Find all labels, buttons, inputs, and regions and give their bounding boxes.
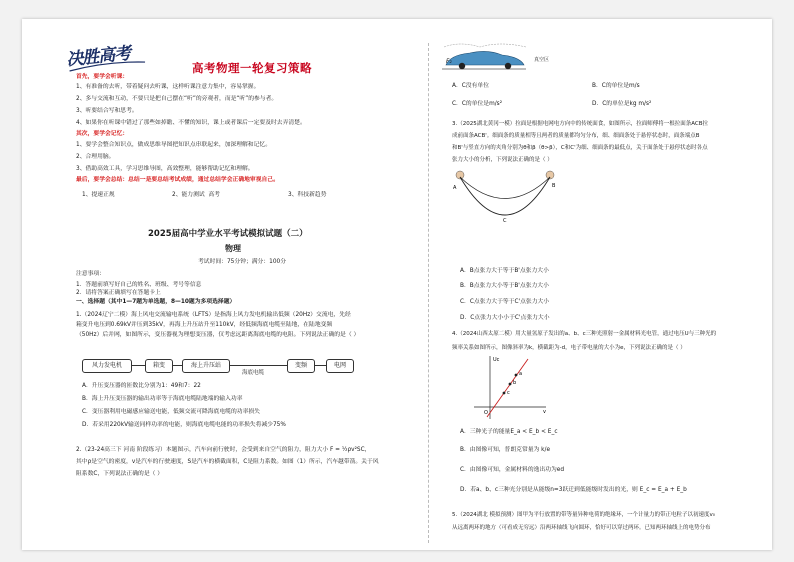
strategy-line-6: 2、合理用脑。 xyxy=(76,154,115,160)
air-flow-line xyxy=(444,44,526,47)
q3-line-d: 张力大小的分析，下列说法正确的是（ ） xyxy=(452,157,553,163)
q2-option-c: C．C的单位是m/s² xyxy=(452,101,503,107)
q1-option-b: B．海上升压变压器的输出功率等于海底电缆陆地端的输入功率 xyxy=(82,396,243,402)
heading-memory: 其次，要学会记忆： xyxy=(76,131,129,137)
flow-cable-label: 海底电缆 xyxy=(242,370,265,376)
q3-option-d: D．C点张力大小小于C'点张力大小 xyxy=(460,315,550,321)
q2-option-b: B．C的单位是m/s xyxy=(592,83,640,89)
q3-line-c: 和B'与竖直方向的夹角分别为θ和β（θ>β），C和C'为细、细面条的最低点，关于面条处于悬停状态时各点 xyxy=(452,145,708,151)
flow-box-grid: 电网 xyxy=(326,359,354,373)
note-1: 1．答题前填写好自己的姓名、班级、考号等信息 xyxy=(76,282,202,288)
q3-option-a: A．B点张力大于等于B'点张力大小 xyxy=(460,268,549,274)
q4-line-a: 4.（2024山西太原二模）用大量氢原子发出的a、b、c三种光照射一金属材料光电管，通过电压U与三种光的 xyxy=(452,331,717,337)
strategy-line-1: 1、有准备的去听，带着疑问去听课，这样听课注意力集中，容易掌握。 xyxy=(76,84,260,90)
q1-option-a: A．升压变压器的匝数比分别为1：49和7：22 xyxy=(82,383,201,389)
strategy-line-7: 3、借助高效工具，学习思维导图，高效整理，能够帮助记忆和理解。 xyxy=(76,166,254,172)
notes-heading: 注意事项： xyxy=(76,271,105,277)
graph-x-label: v xyxy=(543,409,546,415)
q2-option-a: A．C没有单位 xyxy=(452,83,489,89)
q3-option-b: B．B点张力大小等于B'点张力大小 xyxy=(460,283,549,289)
noodle-acb xyxy=(460,177,550,215)
document-page xyxy=(22,19,772,550)
flow-cable-line xyxy=(229,365,287,366)
graph-line xyxy=(487,359,528,417)
flow-offshore-station: 海上升压站 xyxy=(182,359,230,373)
car-figure xyxy=(440,43,530,77)
graph-y-label: Uc xyxy=(493,357,500,363)
flow-arrow-3 xyxy=(314,365,326,366)
flow-arrow-1 xyxy=(131,365,145,366)
point-b-label: B xyxy=(552,183,556,189)
strategy-line-3: 3、听要结合写和思考。 xyxy=(76,108,138,114)
strategy-line-5: 1、要学会整合知识点，做成思维导图把知识点串联起来，加深理解和记忆。 xyxy=(76,142,271,148)
q2-line-b: 其中ρ是空气的密度，v是汽车的行驶速度，S是汽车的横截面积，C是阻力系数。如图（1）所示，汽车越带箭。关于风 xyxy=(76,459,379,465)
graph-point-c-label: c xyxy=(507,390,510,396)
point-a-label: A xyxy=(453,185,457,191)
q2-line-a: 2.（23-24高三下 河南 阶段练习）本题图示，汽车向前行驶时，会受到来自空气的阻力，阻力大小 F = ½ρv²SC， xyxy=(76,447,371,453)
q3-line-b: 成前面条ACB'。细面条的质量相等且两者的质量都均匀分布，细、细面条处于悬停状态时，面条端点B xyxy=(452,133,700,139)
q4-option-b: B．由图像可知，普朗克常量为 k/e xyxy=(460,447,551,453)
noodle-figure xyxy=(450,165,560,235)
q4-graph xyxy=(470,353,550,423)
q2-option-d: D．C的单位是kg m/s² xyxy=(592,101,652,107)
flow-box-transformer: 箱变 xyxy=(145,359,173,373)
q2-line-c: 阻系数C，下列说法正确的是（ ） xyxy=(76,471,164,477)
graph-origin-label: O xyxy=(484,410,488,416)
car-body-icon xyxy=(446,51,524,65)
point-b-mark xyxy=(509,383,512,386)
strategy-line-2: 2、多与交流和互动，不要只是把自己摆在“听”的旁观者，而是“听”的参与者。 xyxy=(76,96,278,102)
section-1: 一、选择题（其中1—7题为单选题，8—10题为多项选择题） xyxy=(76,299,236,305)
q4-option-d: D．若a、b、c三种光分别是从能级n=3跃迁到低能级时发出的光，则 E_c = E_a + E_b xyxy=(460,487,687,493)
heading-summary: 最后，要学会总结：总结一是要总结考试成绩，通过总结学会正确地审视自己。 xyxy=(76,177,279,183)
force-label: F₂ xyxy=(446,59,452,65)
logo: 决胜高考 xyxy=(65,37,149,71)
q1-line-a: 1.（2024辽宁二模）海上风电交流输电系统（LFTS）是指海上风力发电机输出低频（20Hz）交流电，先经 xyxy=(76,312,351,318)
exam-title: 2025届高中学业水平考试模拟试题（二） xyxy=(148,229,308,239)
exam-time: 考试时间：75分钟；满分：100分 xyxy=(198,259,287,265)
note-2: 2．请将答案正确填写在答题卡上 xyxy=(76,290,161,296)
point-c-label: C xyxy=(503,218,507,224)
q5-line-a: 5.（2024湖北 模拟预测）图甲为平行放置的带等量异种电荷的绝缘环，一个计量力的带正电粒子以初速度v₀ xyxy=(452,512,715,518)
option-3: 3、科技新趋势 xyxy=(288,192,327,198)
heading-listen: 首先，要学会听课： xyxy=(76,74,129,80)
option-1: 1、提速正规 xyxy=(82,192,115,198)
point-a-mark xyxy=(515,374,518,377)
exam-subject: 物理 xyxy=(225,244,241,253)
q4-option-c: C．由图像可知，金属材料的逸出功为ed xyxy=(460,467,565,473)
q4-option-a: A．三种光子的能量E_a < E_b < E_c xyxy=(460,429,558,435)
option-2: 2、能力测试 高考 xyxy=(172,192,220,198)
car-region-label: 真空区 xyxy=(534,57,550,63)
graph-point-b-label: b xyxy=(513,380,517,386)
car-wheel-front-icon xyxy=(459,63,465,69)
q3-option-c: C．C点张力大于等于C'点张力大小 xyxy=(460,299,550,305)
page-title: 高考物理一轮复习策略 xyxy=(192,61,312,75)
q1-option-d: D．若采用220kV输送同样功率的电能，则海底电缆电能的功率损失将减少75% xyxy=(82,422,286,428)
q5-line-b: 从远离两环的地方（可看成无穷远）沿两环轴线飞向圆环，恰好可以穿过两环。已知两环轴线上的电势分布 xyxy=(452,525,711,531)
flow-box-converter: 变频 xyxy=(287,359,315,373)
point-c-mark xyxy=(503,392,506,395)
q3-line-a: 3.（2025湖北黄冈一模）拉面是根据电网电方向中的传统面食，如图所示，拉面师傅将一根拉面条ACB拉 xyxy=(452,121,709,127)
graph-point-a-label: a xyxy=(519,371,523,377)
q1-option-c: C．变压器利用电磁感应输送电能，低频交流可降海底电缆的功率损失 xyxy=(82,409,260,415)
q4-line-b: 频率关系如图所示，图像斜率为k，横截距为-d，电子带电量的大小为e，下列说法正确的是（ ） xyxy=(452,345,686,351)
q1-line-c: （50Hz）后并网，如图所示，变压器视为理想变压器，仅考虑远距离海底电缆的电阻。下列说法正确的是（ ） xyxy=(76,332,360,338)
noodle-acb-prime xyxy=(460,177,550,199)
q1-flow-diagram xyxy=(82,359,362,376)
flow-arrow-2 xyxy=(172,365,182,366)
flow-wind-generator: 风力发电机 xyxy=(82,359,132,373)
car-wheel-rear-icon xyxy=(505,63,511,69)
column-divider xyxy=(428,43,429,543)
q1-line-b: 箱变升电压到0.69kV并压到35kV，再海上升压站升至110kV，经低频海底电缆至陆地，在陆地变频 xyxy=(76,322,333,328)
strategy-line-4: 4、如果你在听课中错过了那些如掉瞻、不懂的知识，课上或者课后一定要及时去弄清楚。 xyxy=(76,120,306,126)
